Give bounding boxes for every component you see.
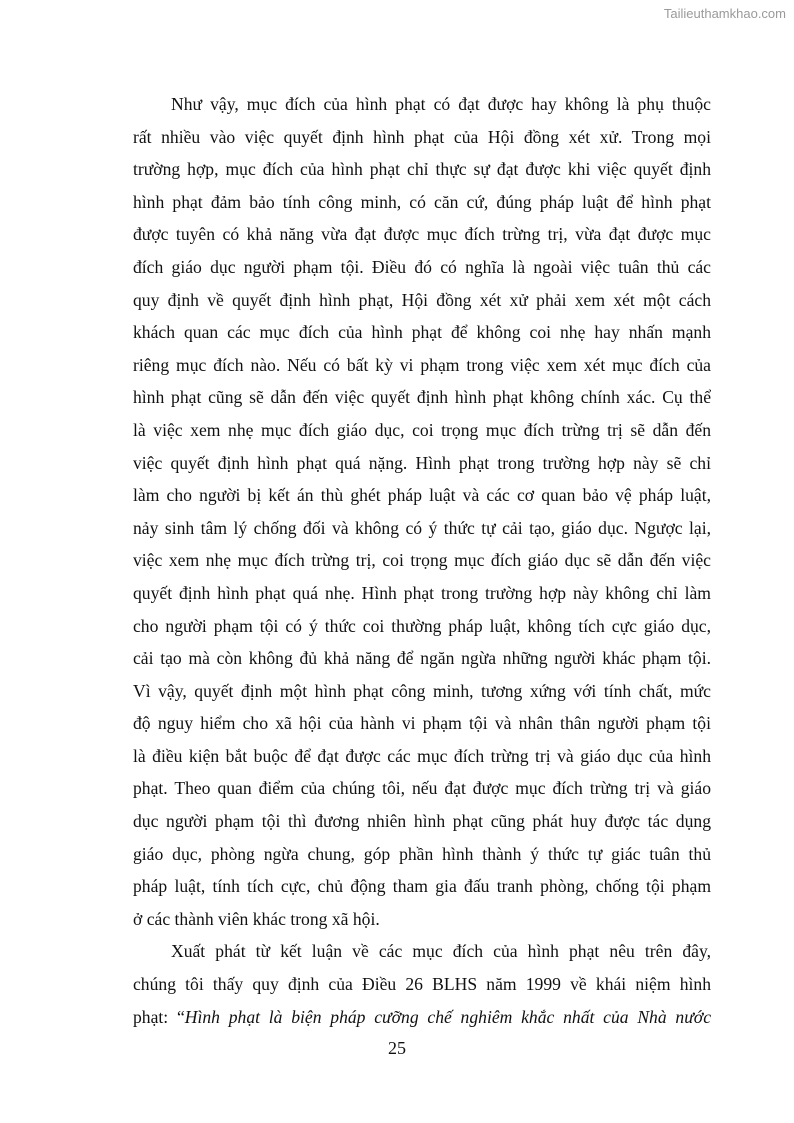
watermark-text: Tailieuthamkhao.com [663, 6, 786, 21]
text-line: đích giáo dục người phạm tội. Điều đó có nghĩa là ngoài việc tuân thủ các [133, 256, 711, 277]
text-line: hình phạt cũng sẽ dẫn đến việc quyết định hình phạt không chính xác. Cụ thể [133, 387, 711, 408]
text-line: pháp luật, tính tích cực, chủ động tham gia đấu tranh phòng, chống tội phạm [133, 876, 711, 897]
final-line-prefix: phạt: “ [133, 1006, 185, 1027]
text-line: chúng tôi thấy quy định của Điều 26 BLHS năm 1999 về khái niệm hình [133, 974, 711, 995]
text-line: rất nhiều vào việc quyết định hình phạt của Hội đồng xét xử. Trong mọi [133, 126, 711, 147]
text-line: quy định về quyết định hình phạt, Hội đồng xét xử phải xem xét một cách [133, 289, 711, 310]
text-line: quyết định hình phạt quá nhẹ. Hình phạt trong trường hợp này không chỉ làm [133, 582, 711, 603]
page-number: 25 [388, 1038, 406, 1058]
body-text [133, 88, 711, 1033]
text-line: được tuyên có khả năng vừa đạt được mục đích trừng trị, vừa đạt được mục [133, 224, 711, 245]
text-line: làm cho người bị kết án thù ghét pháp luật và các cơ quan bảo vệ pháp luật, [133, 485, 711, 506]
text-line: giáo dục, phòng ngừa chung, góp phần hình thành ý thức tự giác tuân thủ [133, 843, 711, 864]
text-line: việc quyết định hình phạt quá nặng. Hình phạt trong trường hợp này sẽ chỉ [133, 452, 711, 473]
text-line: phạt. Theo quan điểm của chúng tôi, nếu đạt được mục đích trừng trị và giáo [133, 778, 711, 799]
text-line-final [133, 1001, 711, 1034]
text-line: dục người phạm tội thì đương nhiên hình phạt cũng phát huy được tác dụng [133, 811, 711, 832]
quoted-definition: Hình phạt là biện pháp cưỡng chế nghiêm khắc nhất của Nhà nước [184, 1006, 711, 1027]
text-line: độ nguy hiểm cho xã hội của hành vi phạm tội và nhân thân người phạm tội [133, 713, 711, 734]
text-line: khách quan các mục đích của hình phạt để không coi nhẹ hay nhấn mạnh [133, 322, 711, 343]
text-line: Xuất phát từ kết luận về các mục đích của hình phạt nêu trên đây, [171, 941, 711, 962]
text-line: hình phạt đảm bảo tính công minh, có căn cứ, đúng pháp luật để hình phạt [133, 191, 711, 212]
text-line: riêng mục đích nào. Nếu có bất kỳ vi phạm trong việc xem xét mục đích của [133, 354, 711, 375]
text-line: là điều kiện bắt buộc để đạt được các mục đích trừng trị và giáo dục của hình [133, 745, 711, 766]
text-line: ở các thành viên khác trong xã hội. [133, 908, 380, 929]
text-line: Như vậy, mục đích của hình phạt có đạt được hay không là phụ thuộc [171, 94, 711, 114]
text-line: trường hợp, mục đích của hình phạt chỉ thực sự đạt được khi việc quyết định [133, 159, 711, 180]
text-line: việc xem nhẹ mục đích trừng trị, coi trọng mục đích giáo dục sẽ dẫn đến việc [133, 550, 711, 571]
text-line: cho người phạm tội có ý thức coi thường pháp luật, không tích cực giáo dục, [133, 615, 711, 636]
text-line: nảy sinh tâm lý chống đối và không có ý thức tự cải tạo, giáo dục. Ngược lại, [133, 517, 711, 538]
text-line: là việc xem nhẹ mục đích giáo dục, coi trọng mục đích trừng trị sẽ dẫn đến [133, 419, 711, 440]
text-line: cải tạo mà còn không đủ khả năng để ngăn ngừa những người khác phạm tội. [133, 648, 711, 669]
text-line: Vì vậy, quyết định một hình phạt công minh, tương xứng với tính chất, mức [133, 680, 711, 701]
